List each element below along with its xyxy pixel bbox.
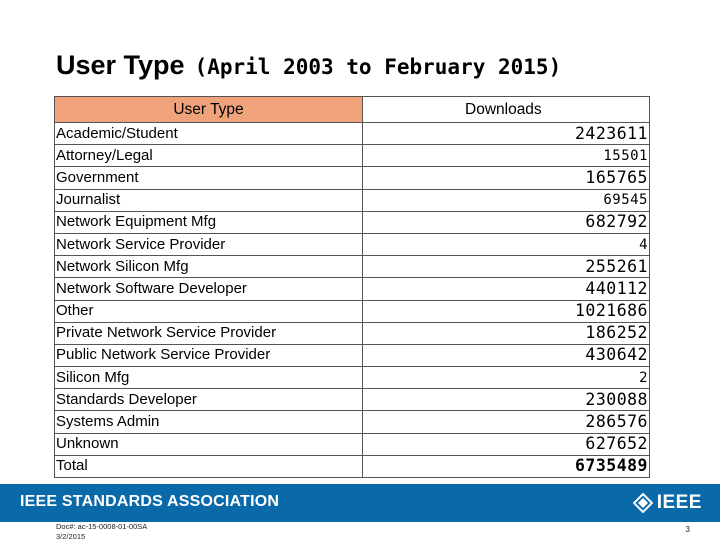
- total-row: [55, 455, 650, 477]
- downloads-cell: 627652: [363, 433, 650, 455]
- page-number: 3: [685, 525, 690, 534]
- downloads-cell: 2423611: [363, 123, 650, 145]
- user-type-cell: Attorney/Legal: [55, 145, 363, 167]
- title-date-range: (April 2003 to February 2015): [194, 55, 562, 79]
- table-row: [55, 300, 650, 322]
- table-row: [55, 233, 650, 255]
- downloads-cell: 1021686: [363, 300, 650, 322]
- user-type-cell: Total: [55, 455, 363, 477]
- downloads-cell: 286576: [363, 411, 650, 433]
- table-header-row: [55, 97, 650, 123]
- table-row: [55, 433, 650, 455]
- downloads-cell: 430642: [363, 344, 650, 366]
- downloads-cell: 186252: [363, 322, 650, 344]
- table-row: [55, 411, 650, 433]
- user-type-cell: Unknown: [55, 433, 363, 455]
- table-row: [55, 145, 650, 167]
- user-type-cell: Network Software Developer: [55, 278, 363, 300]
- page-title: [56, 50, 561, 81]
- downloads-cell: 230088: [363, 389, 650, 411]
- user-type-cell: Standards Developer: [55, 389, 363, 411]
- table-row: [55, 389, 650, 411]
- doc-date: 3/2/2015: [56, 532, 86, 541]
- downloads-cell: 6735489: [363, 455, 650, 477]
- table-row: [55, 256, 650, 278]
- banner-title: IEEE STANDARDS ASSOCIATION: [20, 493, 280, 510]
- header-downloads: Downloads: [363, 97, 650, 123]
- table-row: [55, 211, 650, 233]
- downloads-cell: 440112: [363, 278, 650, 300]
- downloads-cell: 165765: [363, 167, 650, 189]
- user-type-cell: Network Service Provider: [55, 233, 363, 255]
- user-type-table: [54, 96, 650, 478]
- table-row: [55, 278, 650, 300]
- table-row: [55, 322, 650, 344]
- downloads-cell: 69545: [363, 189, 650, 211]
- user-type-cell: Silicon Mfg: [55, 367, 363, 389]
- ieee-logo: [633, 490, 702, 516]
- downloads-cell: 15501: [363, 145, 650, 167]
- downloads-cell: 2: [363, 367, 650, 389]
- footer-banner: [0, 484, 720, 522]
- user-type-cell: Network Silicon Mfg: [55, 256, 363, 278]
- table-row: [55, 167, 650, 189]
- table-row: [55, 123, 650, 145]
- user-type-cell: Systems Admin: [55, 411, 363, 433]
- header-user-type: User Type: [55, 97, 363, 123]
- user-type-cell: Journalist: [55, 189, 363, 211]
- table-row: [55, 367, 650, 389]
- footer-doc-info: [56, 522, 147, 542]
- title-main: User Type: [56, 50, 185, 80]
- ieee-diamond-icon: [633, 493, 653, 513]
- downloads-cell: 682792: [363, 211, 650, 233]
- ieee-logo-text: IEEE: [656, 492, 702, 513]
- user-type-cell: Academic/Student: [55, 123, 363, 145]
- table-row: [55, 189, 650, 211]
- downloads-cell: 4: [363, 233, 650, 255]
- user-type-cell: Private Network Service Provider: [55, 322, 363, 344]
- user-type-cell: Government: [55, 167, 363, 189]
- downloads-cell: 255261: [363, 256, 650, 278]
- table-row: [55, 344, 650, 366]
- user-type-cell: Network Equipment Mfg: [55, 211, 363, 233]
- user-type-cell: Other: [55, 300, 363, 322]
- user-type-cell: Public Network Service Provider: [55, 344, 363, 366]
- doc-number: Doc#: ac-15-0008-01-00SA: [56, 522, 148, 531]
